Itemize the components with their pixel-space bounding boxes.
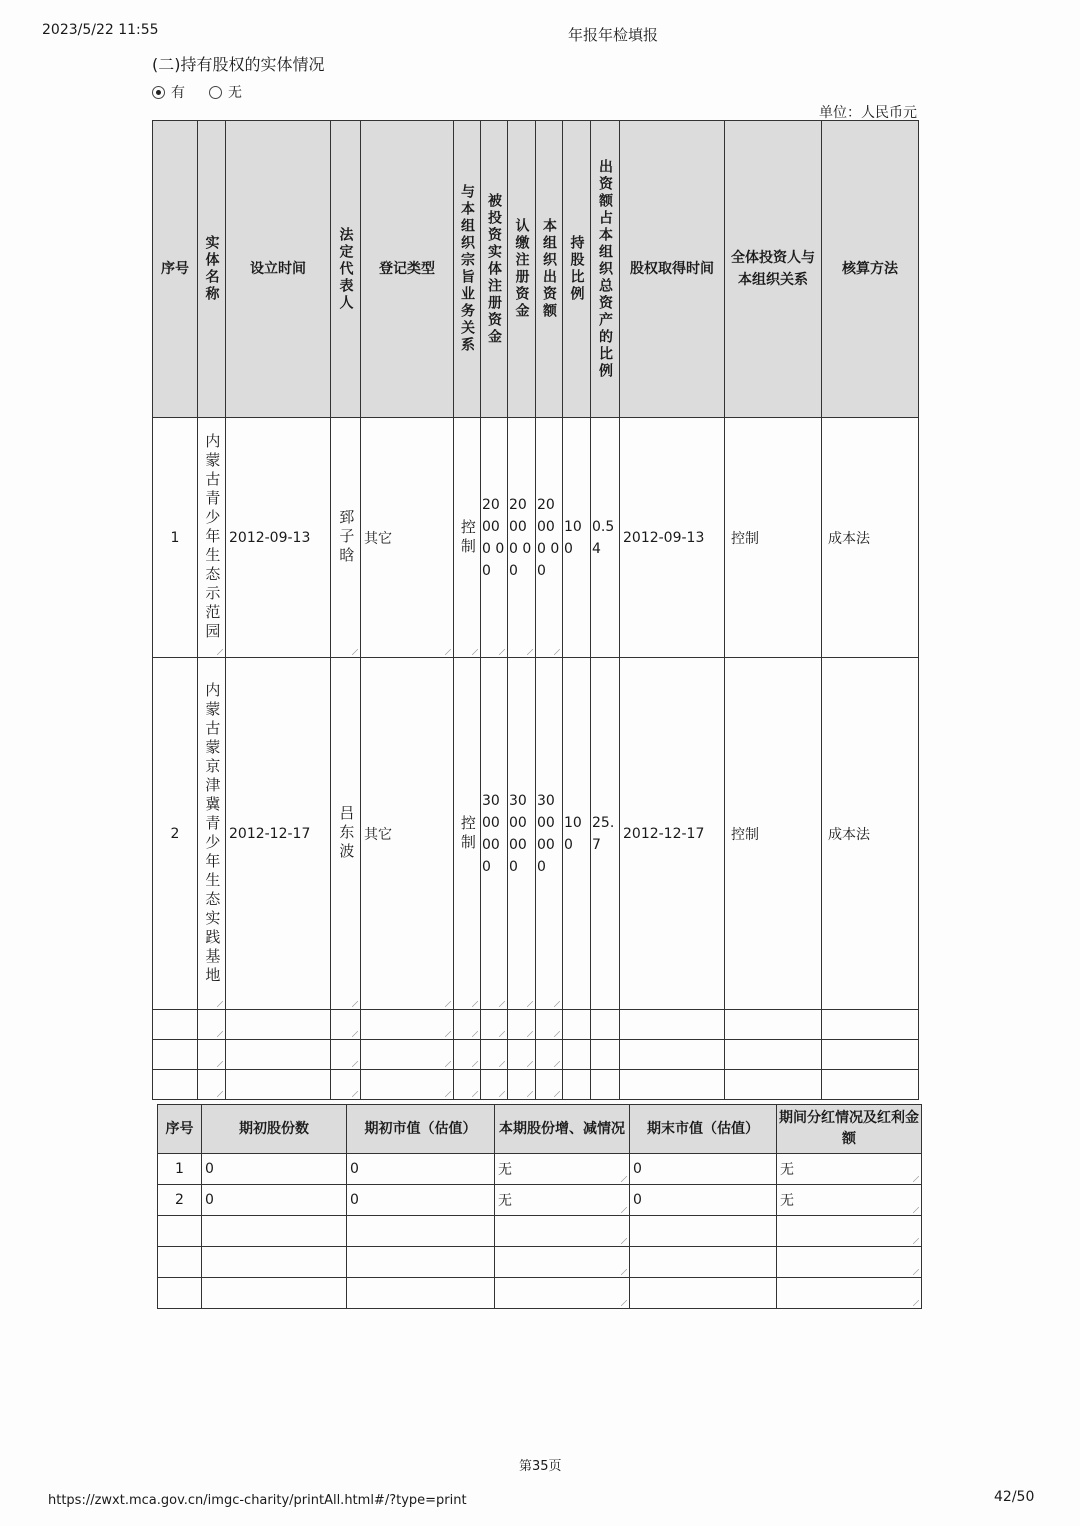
header-relation: 与本组织宗旨业务关系 — [454, 121, 481, 418]
header-reg-capital: 被投资实体注册资金 — [481, 121, 508, 418]
cell-seq: 1 — [158, 1154, 202, 1185]
empty-cell — [620, 1040, 725, 1070]
cell-change[interactable]: 无 — [495, 1154, 630, 1185]
empty-cell — [725, 1070, 822, 1100]
page-count: 42/50 — [994, 1489, 1035, 1505]
empty-input-cell[interactable] — [777, 1278, 922, 1309]
cell-investor-relation: 控制 — [725, 658, 822, 1010]
cell-established: 2012-09-13 — [226, 418, 331, 658]
cell-entity-name[interactable]: 内蒙古青少年生态示范园 — [198, 418, 226, 658]
empty-cell — [630, 1247, 777, 1278]
empty-cell — [226, 1040, 331, 1070]
empty-input-cell[interactable] — [495, 1278, 630, 1309]
cell-org-contribution[interactable]: 300000 0 — [536, 658, 563, 1010]
table-row-empty — [153, 1010, 919, 1040]
cell-paid-capital[interactable]: 300000 0 — [508, 658, 536, 1010]
empty-input-cell[interactable] — [454, 1070, 481, 1100]
empty-cell — [153, 1010, 198, 1040]
empty-cell — [822, 1070, 919, 1100]
empty-cell — [591, 1040, 620, 1070]
empty-cell — [822, 1040, 919, 1070]
header-opening-shares: 期初股份数 — [202, 1105, 347, 1154]
table-header-row — [153, 121, 919, 418]
empty-cell — [563, 1010, 591, 1040]
empty-cell — [347, 1278, 495, 1309]
table-row — [153, 418, 919, 658]
cell-org-contribution[interactable]: 20000 00 — [536, 418, 563, 658]
header-established: 设立时间 — [226, 121, 331, 418]
header-org-contribution: 本组织出资额 — [536, 121, 563, 418]
print-datetime: 2023/5/22 11:55 — [42, 22, 159, 38]
empty-input-cell[interactable] — [331, 1010, 361, 1040]
empty-input-cell[interactable] — [454, 1040, 481, 1070]
cell-opening-value: 0 — [347, 1154, 495, 1185]
cell-reg-type[interactable]: 其它 — [361, 418, 454, 658]
empty-cell — [153, 1070, 198, 1100]
empty-cell — [591, 1070, 620, 1100]
empty-cell — [202, 1247, 347, 1278]
table-row-empty — [158, 1278, 922, 1309]
empty-cell — [822, 1010, 919, 1040]
header-acquired: 股权取得时间 — [620, 121, 725, 418]
empty-cell — [202, 1216, 347, 1247]
cell-reg-capital[interactable]: 20000 00 — [481, 418, 508, 658]
empty-cell — [620, 1070, 725, 1100]
cell-legal-rep[interactable]: 郅子晗 — [331, 418, 361, 658]
cell-asset-ratio: 0.54 — [591, 418, 620, 658]
empty-input-cell[interactable] — [777, 1216, 922, 1247]
empty-cell — [158, 1247, 202, 1278]
section-title: (二)持有股权的实体情况 — [152, 55, 325, 74]
empty-input-cell[interactable] — [331, 1070, 361, 1100]
header-asset-ratio: 出资额占本组织总资产的比例 — [591, 121, 620, 418]
header-paid-capital: 认缴注册资金 — [508, 121, 536, 418]
cell-investor-relation: 控制 — [725, 418, 822, 658]
cell-dividend[interactable]: 无 — [777, 1185, 922, 1216]
cell-closing-value: 0 — [630, 1185, 777, 1216]
radio-no-label: 无 — [228, 85, 242, 101]
cell-seq: 2 — [153, 658, 198, 1010]
header-legal-rep: 法定代表人 — [331, 121, 361, 418]
empty-input-cell[interactable] — [481, 1040, 508, 1070]
radio-yes-label: 有 — [171, 85, 185, 101]
empty-input-cell[interactable] — [495, 1247, 630, 1278]
cell-reg-type[interactable]: 其它 — [361, 658, 454, 1010]
empty-input-cell[interactable] — [481, 1010, 508, 1040]
empty-input-cell[interactable] — [536, 1010, 563, 1040]
cell-seq: 2 — [158, 1185, 202, 1216]
table-row — [153, 658, 919, 1010]
empty-input-cell[interactable] — [198, 1010, 226, 1040]
table-row — [158, 1154, 922, 1185]
empty-input-cell[interactable] — [361, 1010, 454, 1040]
cell-seq: 1 — [153, 418, 198, 658]
empty-cell — [630, 1216, 777, 1247]
cell-change[interactable]: 无 — [495, 1185, 630, 1216]
empty-cell — [591, 1010, 620, 1040]
empty-cell — [158, 1216, 202, 1247]
empty-input-cell[interactable] — [454, 1010, 481, 1040]
empty-cell — [202, 1278, 347, 1309]
cell-paid-capital[interactable]: 20000 00 — [508, 418, 536, 658]
cell-accounting: 成本法 — [822, 418, 919, 658]
table-row-empty — [158, 1216, 922, 1247]
has-entity-radio-group — [152, 82, 260, 102]
header-seq: 序号 — [153, 121, 198, 418]
cell-acquired: 2012-09-13 — [620, 418, 725, 658]
empty-cell — [153, 1040, 198, 1070]
equity-entities-table — [152, 120, 919, 1100]
cell-relation[interactable]: 控制 — [454, 418, 481, 658]
currency-unit: 单位：人民币元 — [819, 105, 917, 121]
page-label: 第35页 — [519, 1459, 562, 1474]
empty-input-cell[interactable] — [198, 1070, 226, 1100]
table-row-empty — [158, 1247, 922, 1278]
table-row-empty — [153, 1070, 919, 1100]
cell-legal-rep[interactable]: 吕东波 — [331, 658, 361, 1010]
table-row — [158, 1185, 922, 1216]
empty-input-cell[interactable] — [508, 1040, 536, 1070]
shares-change-table — [157, 1104, 922, 1309]
cell-share-ratio: 100 — [563, 658, 591, 1010]
header-investor-relation: 全体投资人与本组织关系 — [725, 121, 822, 418]
table-row-empty — [153, 1040, 919, 1070]
cell-asset-ratio: 25.7 — [591, 658, 620, 1010]
empty-input-cell[interactable] — [536, 1040, 563, 1070]
empty-cell — [563, 1040, 591, 1070]
header-share-ratio: 持股比例 — [563, 121, 591, 418]
cell-share-ratio: 100 — [563, 418, 591, 658]
print-title: 年报年检填报 — [568, 26, 659, 44]
empty-cell — [158, 1278, 202, 1309]
cell-acquired: 2012-12-17 — [620, 658, 725, 1010]
empty-cell — [725, 1010, 822, 1040]
cell-established: 2012-12-17 — [226, 658, 331, 1010]
header-change: 本期股份增、减情况 — [495, 1105, 630, 1154]
empty-input-cell[interactable] — [495, 1216, 630, 1247]
cell-reg-capital[interactable]: 300000 0 — [481, 658, 508, 1010]
cell-opening-shares: 0 — [202, 1154, 347, 1185]
empty-cell — [226, 1010, 331, 1040]
empty-input-cell[interactable] — [361, 1040, 454, 1070]
cell-dividend[interactable]: 无 — [777, 1154, 922, 1185]
cell-relation[interactable]: 控制 — [454, 658, 481, 1010]
empty-cell — [563, 1070, 591, 1100]
empty-input-cell[interactable] — [198, 1040, 226, 1070]
header-reg-type: 登记类型 — [361, 121, 454, 418]
empty-input-cell[interactable] — [331, 1040, 361, 1070]
print-url: https://zwxt.mca.gov.cn/imgc-charity/printAll.html#/?type=print — [48, 1493, 467, 1508]
empty-input-cell[interactable] — [777, 1247, 922, 1278]
radio-no[interactable] — [209, 86, 222, 99]
empty-input-cell[interactable] — [481, 1070, 508, 1100]
header-closing-value: 期末市值（估值） — [630, 1105, 777, 1154]
cell-opening-value: 0 — [347, 1185, 495, 1216]
empty-cell — [347, 1247, 495, 1278]
cell-entity-name[interactable]: 内蒙古蒙京津冀青少年生态实践基地 — [198, 658, 226, 1010]
cell-closing-value: 0 — [630, 1154, 777, 1185]
empty-input-cell[interactable] — [361, 1070, 454, 1100]
empty-input-cell[interactable] — [508, 1070, 536, 1100]
empty-cell — [620, 1010, 725, 1040]
empty-input-cell[interactable] — [536, 1070, 563, 1100]
empty-cell — [725, 1040, 822, 1070]
empty-cell — [226, 1070, 331, 1100]
table-header-row — [158, 1105, 922, 1154]
header-seq: 序号 — [158, 1105, 202, 1154]
empty-input-cell[interactable] — [508, 1010, 536, 1040]
empty-cell — [630, 1278, 777, 1309]
header-dividend: 期间分红情况及红利金额 — [777, 1105, 922, 1154]
cell-opening-shares: 0 — [202, 1185, 347, 1216]
header-opening-value: 期初市值（估值） — [347, 1105, 495, 1154]
empty-cell — [347, 1216, 495, 1247]
header-accounting: 核算方法 — [822, 121, 919, 418]
header-entity-name: 实体名称 — [198, 121, 226, 418]
radio-yes[interactable] — [152, 86, 165, 99]
cell-accounting: 成本法 — [822, 658, 919, 1010]
